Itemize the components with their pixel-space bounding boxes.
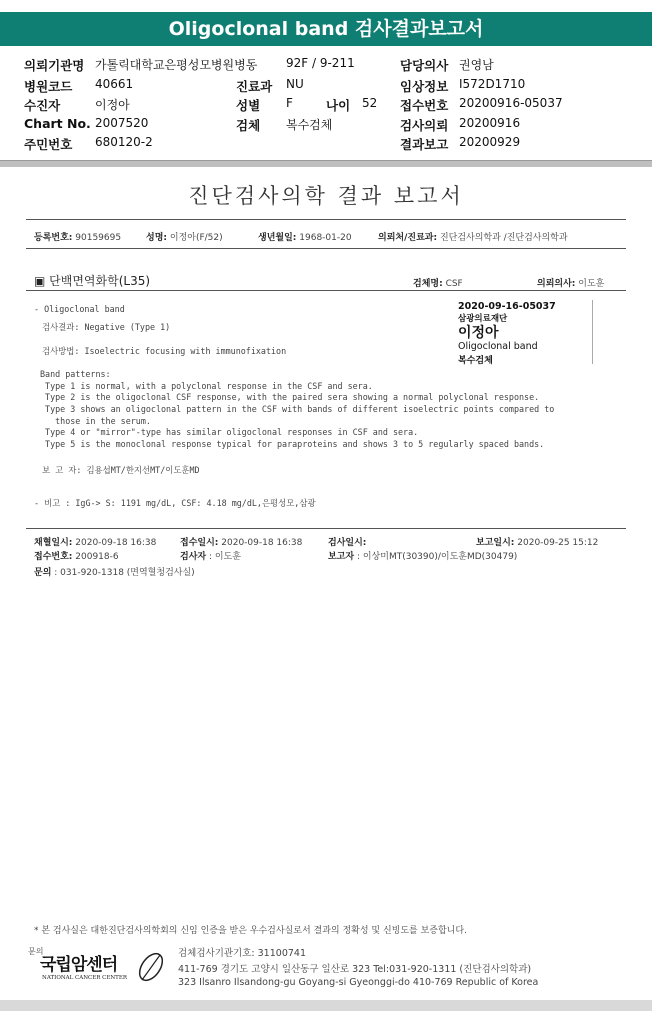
doctor-value: 권영남 bbox=[459, 58, 494, 72]
name-label: 성명: bbox=[146, 233, 167, 243]
dept-value: NU bbox=[286, 77, 304, 91]
ref-label: 의뢰처/진료과: bbox=[378, 233, 438, 243]
doctor-label: 담당의사 bbox=[400, 58, 449, 73]
rule-section bbox=[26, 290, 626, 291]
pattern-line-4: those in the serum. bbox=[40, 416, 151, 426]
pattern-line-0: Band patterns: bbox=[40, 369, 111, 379]
stamp-specimen: 복수검체 bbox=[458, 356, 493, 366]
pattern-line-6: Type 5 is the monoclonal response typical for paraproteins and shows 3 to 5 regularly spaced bands. bbox=[40, 439, 545, 449]
header-divider bbox=[0, 160, 652, 167]
report-title-bar: Oligoclonal band 검사결과보고서 bbox=[0, 12, 652, 46]
specimen-value: 복수검체 bbox=[286, 118, 333, 132]
rule-top bbox=[26, 219, 626, 220]
remark: - 비고 : IgG-> S: 1191 mg/dL, CSF: 4.18 mg/dL,은평성모,삼광 bbox=[34, 498, 316, 508]
pattern-line-1: Type 1 is normal, with a polyclonal response in the CSF and sera. bbox=[40, 381, 373, 391]
ref-value: 진단검사의학과 /진단검사의학과 bbox=[439, 233, 568, 243]
report-date-value: 20200929 bbox=[459, 135, 521, 149]
accession-label: 접수번호 bbox=[400, 98, 449, 113]
certification-note: * 본 검사실은 대한진단검사의학회의 신임 인증을 받은 우수검사실로서 결과의 정확성 및 신빙도를 보증합니다. bbox=[34, 926, 467, 936]
pattern-line-3: Type 3 shows an oligoclonal pattern in the CSF with bands of different isoelectric points compared to bbox=[40, 404, 555, 414]
institution-value: 가톨릭대학교은평성모병원병동 bbox=[95, 58, 258, 72]
physician-label: 의뢰의사: bbox=[537, 279, 576, 289]
clinical-label: 임상정보 bbox=[400, 79, 449, 94]
address-korean: 411-769 경기도 고양시 일산동구 일산로 323 Tel:031-920-1311 (진단검사의학과) bbox=[178, 964, 532, 975]
inquiry-value: : 031-920-1318 (면역혈청검사실) bbox=[54, 568, 195, 578]
patient-value: 이정아 bbox=[95, 98, 130, 112]
inquiry-small: 문의 bbox=[28, 947, 44, 956]
institution-label: 의뢰기관명 bbox=[24, 58, 85, 73]
test-method: 검사방법: Isoelectric focusing with immunofixation bbox=[42, 346, 287, 356]
address-english: 323 Ilsanro Ilsandong-gu Goyang-si Gyeonggi-do 410-769 Republic of Korea bbox=[178, 977, 539, 988]
acc-value: 200918-6 bbox=[75, 552, 119, 562]
reporter-label: 보고자 bbox=[328, 552, 355, 562]
test-name: - Oligoclonal band bbox=[34, 304, 125, 314]
accession-value: 20200916-05037 bbox=[459, 96, 563, 110]
bottom-margin bbox=[0, 1000, 652, 1011]
id-label: 주민번호 bbox=[24, 137, 73, 152]
request-label: 검사의뢰 bbox=[400, 118, 449, 133]
section-title: ▣ 단백면역화학(L35) bbox=[34, 274, 151, 288]
name-value: 이정아(F/52) bbox=[169, 233, 223, 243]
ncc-logo bbox=[40, 950, 170, 990]
report-document-title: 진단검사의학 결과 보고서 bbox=[188, 184, 464, 208]
dept-label: 진료과 bbox=[236, 79, 273, 94]
tester-value: : 이도훈 bbox=[208, 552, 241, 562]
clinical-value: I572D1710 bbox=[459, 77, 526, 91]
physician-value: 이도훈 bbox=[578, 279, 605, 289]
inquiry-label: 문의 bbox=[34, 568, 52, 578]
specimen2-label: 검체명: bbox=[413, 279, 443, 289]
report-date-label: 결과보고 bbox=[400, 137, 449, 152]
stamp-accession: 2020-09-16-05037 bbox=[458, 301, 556, 312]
logo-english: NATIONAL CANCER CENTER bbox=[42, 975, 127, 981]
reporters: 보 고 자: 김용섭MT/한지선MT/이도훈MD bbox=[42, 465, 200, 475]
reporter-value: : 이상미MT(30390)/이도훈MD(30479) bbox=[356, 552, 518, 562]
chart-value: 2007520 bbox=[95, 116, 149, 130]
rule-mid bbox=[26, 248, 626, 249]
specimen2-value: CSF bbox=[445, 279, 463, 289]
report-dt-label: 보고일시: bbox=[476, 538, 515, 548]
rule-bottom bbox=[26, 528, 626, 529]
dob-value: 1968-01-20 bbox=[299, 233, 352, 243]
code-value: 40661 bbox=[95, 77, 134, 91]
test-result: 검사결과: Negative (Type 1) bbox=[42, 322, 171, 332]
collect-label: 채혈일시: bbox=[34, 538, 73, 548]
reg-label: 등록번호: bbox=[34, 233, 73, 243]
logo-korean: 국립암센터 bbox=[40, 955, 118, 975]
patient-label: 수진자 bbox=[24, 98, 61, 113]
chart-label: Chart No. bbox=[24, 116, 91, 131]
age-value: 52 bbox=[362, 96, 378, 110]
sex-label: 성별 bbox=[236, 98, 261, 113]
test-date-label: 검사일시: bbox=[328, 538, 367, 548]
stamp-patient: 이정아 bbox=[458, 325, 499, 341]
leaf-icon bbox=[135, 950, 167, 984]
dob-label: 생년월일: bbox=[258, 233, 297, 243]
age-label: 나이 bbox=[326, 98, 351, 113]
tester-label: 검사자 bbox=[180, 552, 207, 562]
collect-value: 2020-09-18 16:38 bbox=[75, 538, 157, 548]
stamp-test: Oligoclonal band bbox=[458, 341, 538, 352]
stamp-edge bbox=[592, 300, 593, 364]
report-dt-value: 2020-09-25 15:12 bbox=[517, 538, 599, 548]
acc-label: 접수번호: bbox=[34, 552, 73, 562]
stamp-lab: 삼광의료재단 bbox=[458, 314, 508, 324]
reg-value: 90159695 bbox=[75, 233, 122, 243]
sex-value: F bbox=[286, 96, 293, 110]
specimen-label: 검체 bbox=[236, 118, 261, 133]
code-label: 병원코드 bbox=[24, 79, 73, 94]
inst-number: 검체검사기관기호: 31100741 bbox=[178, 948, 306, 959]
request-value: 20200916 bbox=[459, 116, 521, 130]
id-value: 680120-2 bbox=[95, 135, 153, 149]
receive-label: 접수일시: bbox=[180, 538, 219, 548]
ward-value: 92F / 9-211 bbox=[286, 56, 355, 70]
pattern-line-5: Type 4 or "mirror"-type has similar oligoclonal responses in CSF and sera. bbox=[40, 427, 419, 437]
pattern-line-2: Type 2 is the oligoclonal CSF response, with the paired sera showing a normal polyclonal response. bbox=[40, 392, 540, 402]
receive-value: 2020-09-18 16:38 bbox=[221, 538, 303, 548]
